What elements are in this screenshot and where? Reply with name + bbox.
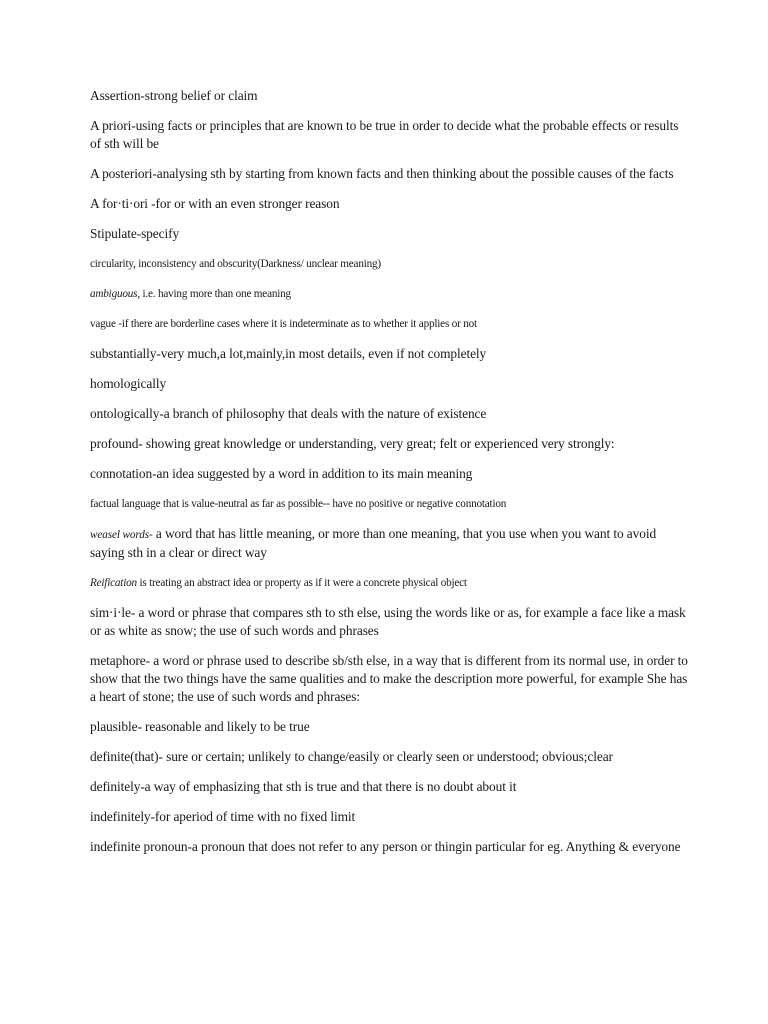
entry-simile: sim·i·le- a word or phrase that compares sth to sth else, using the words like or as, for example a face like a mask or as white as snow; the use of such words and phrases	[90, 605, 686, 638]
entry-factual-language: factual language that is value-neutral as far as possible-- have no positive or negative connotation	[90, 498, 507, 510]
definition-reification: is treating an abstract idea or property as if it were a concrete physical object	[136, 577, 467, 589]
entry-weasel-words	[90, 525, 690, 562]
definition-ambiguous: , i.e. having more than one meaning	[137, 288, 291, 300]
definition-weasel-words: a word that has little meaning, or more than one meaning, that you use when you want to avoid saying sth in a clear or direct way	[90, 526, 657, 560]
entry-a-priori: A priori-using facts or principles that are known to be true in order to decide what the probable effects or results of sth will be	[90, 118, 679, 151]
entry-indefinite-pronoun: indefinite pronoun-a pronoun that does not refer to any person or thingin particular for eg. Anything & everyone	[90, 839, 681, 854]
entry-metaphore: metaphore- a word or phrase used to describe sb/sth else, in a way that is different from its normal use, in order to show that the two things have the same qualities and to make the description more powerful, for example She has a heart of stone; the use of such words and phrases:	[90, 653, 688, 704]
entry-vague: vague -if there are borderline cases where it is indeterminate as to whether it applies or not	[90, 318, 477, 330]
term-ambiguous: ambiguous	[90, 288, 138, 300]
entry-plausible: plausible- reasonable and likely to be true	[90, 719, 310, 734]
entry-a-fortiori: A for·ti·ori -for or with an even stronger reason	[90, 196, 340, 211]
entry-definite: definite(that)- sure or certain; unlikely to change/easily or clearly seen or understood; obvious;clear	[90, 749, 613, 764]
document-body	[90, 87, 690, 856]
entry-substantially: substantially-very much,a lot,mainly,in most details, even if not completely	[90, 346, 487, 361]
entry-profound: profound- showing great knowledge or understanding, very great; felt or experienced very strongly:	[90, 436, 615, 451]
term-weasel-words: weasel words-	[90, 529, 153, 541]
entry-connotation: connotation-an idea suggested by a word in addition to its main meaning	[90, 466, 473, 481]
entry-ontologically: ontologically-a branch of philosophy that deals with the nature of existence	[90, 406, 487, 421]
entry-indefinitely: indefinitely-for aperiod of time with no fixed limit	[90, 809, 356, 824]
entry-a-posteriori: A posteriori-analysing sth by starting from known facts and then thinking about the possible causes of the facts	[90, 166, 674, 181]
entry-stipulate: Stipulate-specify	[90, 226, 180, 241]
entry-reification	[90, 574, 690, 592]
entry-circularity: circularity, inconsistency and obscurity(Darkness/ unclear meaning)	[90, 258, 381, 270]
entry-homologically: homologically	[90, 376, 167, 391]
entry-assertion: Assertion-strong belief or claim	[90, 88, 258, 103]
term-reification: Reification	[90, 577, 137, 589]
entry-definitely: definitely-a way of emphasizing that sth is true and that there is no doubt about it	[90, 779, 517, 794]
entry-ambiguous	[90, 285, 690, 303]
